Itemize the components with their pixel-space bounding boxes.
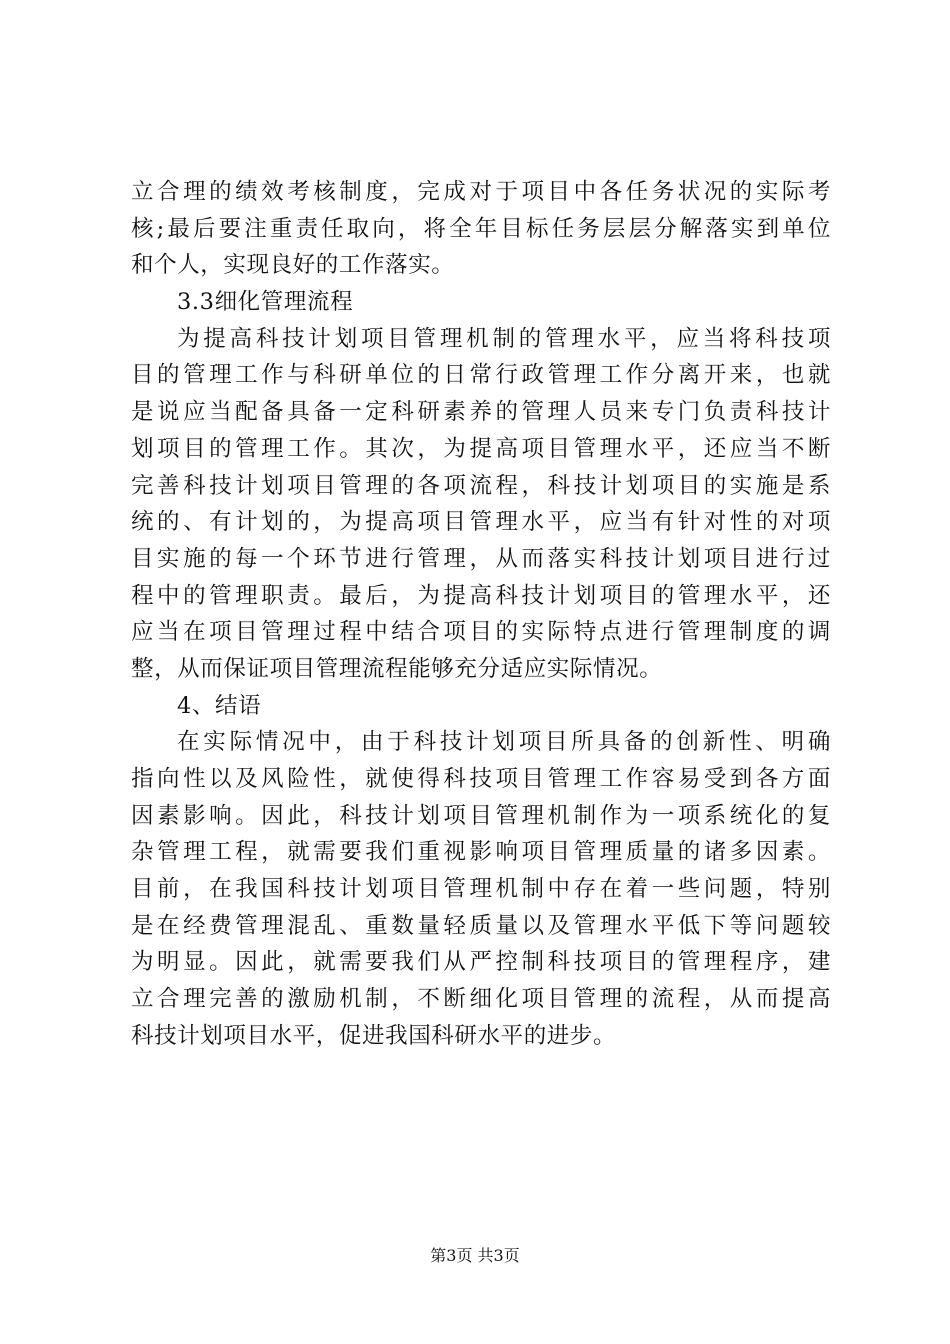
text-line: 为明显。因此，就需要我们从严控制科技项目的管理程序，建 bbox=[131, 949, 831, 976]
text-line: 为提高科技计划项目管理机制的管理水平，应当将科技项 bbox=[177, 325, 831, 352]
text-line: 是说应当配备具备一定科研素养的管理人员来专门负责科技计 bbox=[131, 399, 831, 426]
heading-text: 4、结语 bbox=[177, 692, 262, 719]
text-line: 程中的管理职责。最后，为提高科技计划项目的管理水平，还 bbox=[131, 582, 831, 609]
text-line: 科技计划项目水平，促进我国科研水平的进步。 bbox=[131, 1022, 617, 1049]
section-heading bbox=[131, 688, 831, 725]
text-line: 完善科技计划项目管理的各项流程，科技计划项目的实施是系 bbox=[131, 472, 831, 499]
text-line: 是在经费管理混乱、重数量轻质量以及管理水平低下等问题较 bbox=[131, 912, 831, 939]
text-line: 应当在项目管理过程中结合项目的实际特点进行管理制度的调 bbox=[131, 619, 831, 646]
text-line: 目的管理工作与科研单位的日常行政管理工作分离开来，也就 bbox=[131, 362, 831, 389]
text-line: 在实际情况中，由于科技计划项目所具备的创新性、明确 bbox=[177, 729, 831, 756]
text-line: 统的、有计划的，为提高项目管理水平，应当有针对性的对项 bbox=[131, 509, 831, 536]
text-line: 指向性以及风险性，就使得科技项目管理工作容易受到各方面 bbox=[131, 766, 831, 792]
text-line: 立合理完善的激励机制，不断细化项目管理的流程，从而提高 bbox=[131, 986, 831, 1013]
text-line: 立合理的绩效考核制度，完成对于项目中各任务状况的实际考 bbox=[131, 179, 831, 205]
page-footer: 第3页 共3页 bbox=[430, 1246, 520, 1265]
text-line: 整，从而保证项目管理流程能够充分适应实际情况。 bbox=[131, 655, 663, 682]
text-line: 核;最后要注重责任取向，将全年目标任务层层分解落实到单位 bbox=[131, 215, 831, 242]
paragraph bbox=[131, 724, 831, 1054]
paragraph bbox=[131, 174, 831, 284]
text-line: 目实施的每一个环节进行管理，从而落实科技计划项目进行过 bbox=[131, 545, 831, 572]
text-line: 因素影响。因此，科技计划项目管理机制作为一项系统化的复 bbox=[131, 802, 831, 829]
document-body bbox=[131, 174, 831, 1055]
text-line: 目前，在我国科技计划项目管理机制中存在着一些问题，特别 bbox=[131, 876, 831, 903]
text-line: 和个人，实现良好的工作落实。 bbox=[131, 252, 455, 279]
text-line: 划项目的管理工作。其次，为提高项目管理水平，还应当不断 bbox=[131, 435, 831, 462]
heading-text: 3.3细化管理流程 bbox=[177, 289, 354, 316]
paragraph bbox=[131, 321, 831, 688]
section-heading bbox=[131, 284, 831, 321]
text-line: 杂管理工程，就需要我们重视影响项目管理质量的诸多因素。 bbox=[131, 839, 831, 866]
